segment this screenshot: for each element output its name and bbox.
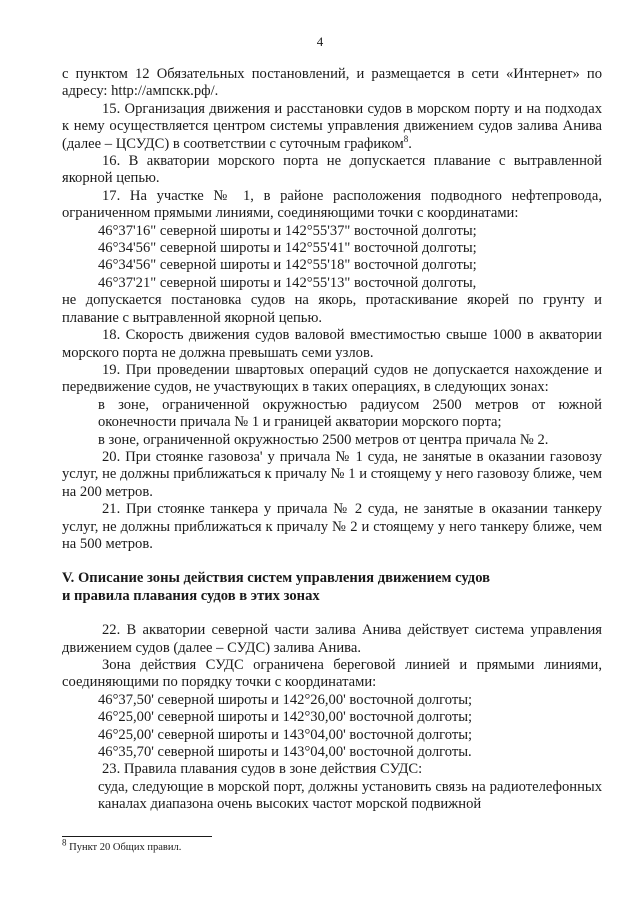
paragraph-18: 18. Скорость движения судов валовой вместимостью свыше 1000 в акватории морского порта не должна превышать семи узлов. xyxy=(62,327,602,361)
paragraph-17-continuation: не допускается постановка судов на якорь, протаскивание якорей по грунту и плавание с вытравленной якорной цепью. xyxy=(62,292,602,326)
coordinate-line: 46°25,00' северной широты и 142°30,00' восточной долготы; xyxy=(98,709,473,726)
coordinate-line: 46°37'16" северной широты и 142°55'37" восточной долготы; xyxy=(98,222,477,239)
footnote-reference: 8 xyxy=(403,133,409,144)
paragraph-20: 20. При стоянке газовоза' у причала № 1 суда, не занятые в оказании газовозу услуг, не должны приближаться к причалу № 1 и стоящему у него газовозу ближе, чем на 200 метров. xyxy=(62,448,602,500)
paragraph-17: 17. На участке № 1, в районе расположения подводного нефтепровода, ограниченном прямыми линиями, соединяющими точки с координатами: xyxy=(62,187,602,222)
coordinate-line: 46°25,00' северной широты и 143°04,00' восточной долготы; xyxy=(98,726,473,743)
spacer xyxy=(62,553,602,570)
paragraph-15-end: . xyxy=(408,135,412,152)
document-body xyxy=(62,66,602,814)
coordinate-line: 46°37'21" северной широты и 142°55'13" восточной долготы, xyxy=(98,274,477,291)
coordinate-line: 46°35,70' северной широты и 143°04,00' восточной долготы. xyxy=(98,744,472,761)
paragraph-23-item: суда, следующие в морской порт, должны установить связь на радиотелефонных каналах диапазона очень высоких частот морской подвижной xyxy=(98,778,602,813)
footnote-text: Пункт 20 Общих правил. xyxy=(66,842,182,853)
coordinate-line: 46°37,50' северной широты и 142°26,00' восточной долготы; xyxy=(98,691,473,708)
page-number: 4 xyxy=(316,34,324,49)
zone-item: в зоне, ограниченной окружностью 2500 метров от центра причала № 2. xyxy=(98,431,549,448)
footnote xyxy=(62,837,182,853)
coordinate-line: 46°34'56" северной широты и 142°55'18" восточной долготы; xyxy=(98,257,477,274)
paragraph-15-text: 15. Организация движения и расстановки судов в морском порту и на подходах к нему осуществляется центром системы управления движением судов залива Анива (далее – ЦСУДС) в соответствии с суточным графиком xyxy=(62,100,602,152)
paragraph-19: 19. При проведении швартовых операций судов не допускается нахождение и передвижение судов, не участвующих в таких операциях, в следующих зонах: xyxy=(62,361,602,396)
zone-item: в зоне, ограниченной окружностью радиусом 2500 метров от южной оконечности причала № 1 и границей акватории морского порта; xyxy=(98,396,602,431)
paragraph-continuation: с пунктом 12 Обязательных постановлений, и размещается в сети «Интернет» по адресу: http://ампскк.рф/. xyxy=(62,66,602,100)
paragraph-21: 21. При стоянке танкера у причала № 2 суда, не занятые в оказании танкеру услуг, не должны приближаться к причалу № 2 и стоящему у него танкеру ближе, чем на 500 метров. xyxy=(62,501,602,552)
footnote-divider xyxy=(62,836,212,837)
paragraph-23: 23. Правила плавания судов в зоне действия СУДС: xyxy=(102,761,423,778)
coordinate-line: 46°34'56" северной широты и 142°55'41" восточной долготы; xyxy=(98,240,477,257)
section-title-line-2: и правила плавания судов в этих зонах xyxy=(62,587,320,604)
footnote-mark: 8 xyxy=(62,837,67,848)
paragraph-22: 22. В акватории северной части залива Анива действует система управления движением судов (далее – СУДС) залива Анива. xyxy=(62,622,602,656)
paragraph-16: 16. В акватории морского порта не допускается плавание с вытравленной якорной цепью. xyxy=(62,153,602,187)
spacer xyxy=(62,605,602,622)
paragraph-zone: Зона действия СУДС ограничена береговой линией и прямыми линиями, соединяющими по порядку точки с координатами: xyxy=(62,657,602,691)
paragraph-15 xyxy=(62,101,602,153)
section-title-line-1: V. Описание зоны действия систем управления движением судов xyxy=(62,570,491,587)
